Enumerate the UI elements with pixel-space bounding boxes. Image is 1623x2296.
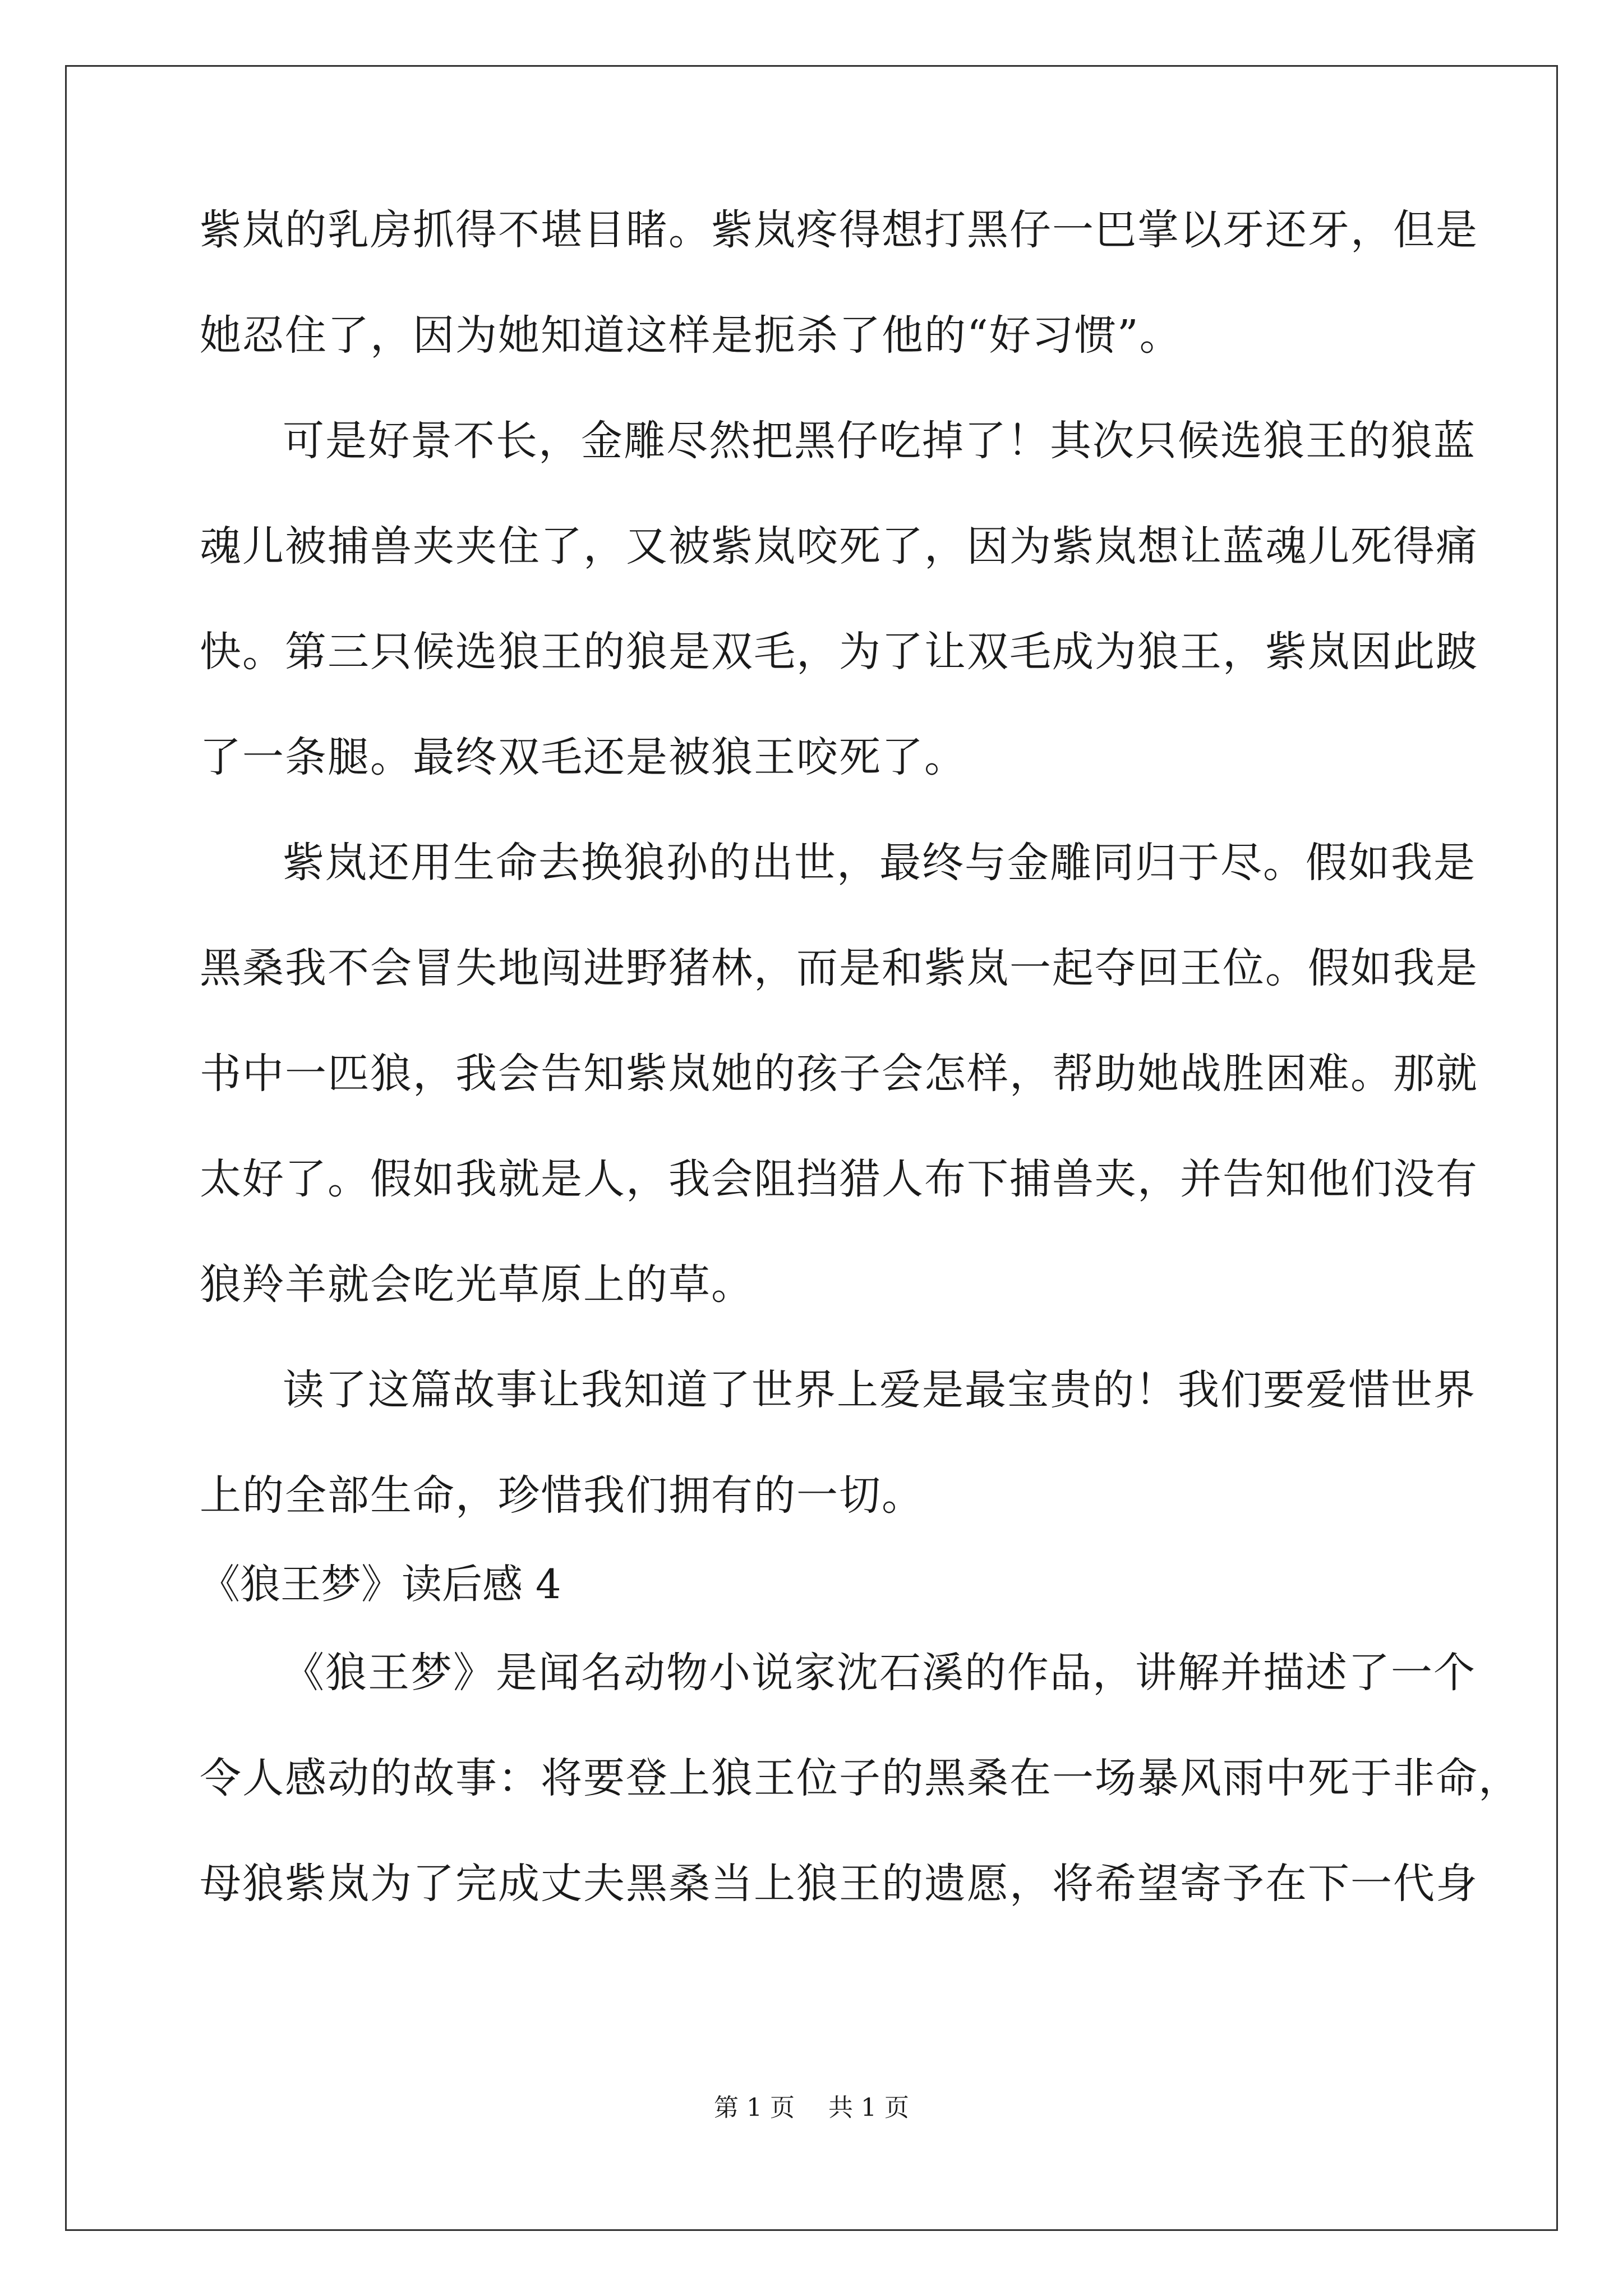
text-line: 令人感动的故事：将要登上狼王位子的黑桑在一场暴风雨中死于非命，: [200, 1754, 1521, 1802]
section-heading: 《狼王梦》读后感 4: [200, 1561, 561, 1608]
page-total: 共 1 页: [828, 2093, 909, 2122]
text-line: 紫岚的乳房抓得不堪目睹。紫岚疼得想打黑仔一巴掌以牙还牙，但是: [200, 206, 1478, 254]
page-footer: [0, 2092, 1623, 2124]
text-line: 快。第三只候选狼王的狼是双毛，为了让双毛成为狼王，紫岚因此跛: [200, 628, 1478, 676]
text-line: 《狼王梦》是闻名动物小说家沈石溪的作品，讲解并描述了一个: [283, 1649, 1476, 1697]
page-number: 第 1 页: [714, 2093, 795, 2122]
paragraph: [200, 414, 1478, 784]
text-line: 读了这篇故事让我知道了世界上爱是最宝贵的！我们要爱惜世界: [283, 1366, 1476, 1414]
text-line: 书中一匹狼，我会告知紫岚她的孩子会怎样，帮助她战胜困难。那就: [200, 1050, 1478, 1098]
paragraph: [200, 1646, 1521, 1911]
text-line: 黑桑我不会冒失地闯进野猪林，而是和紫岚一起夺回王位。假如我是: [200, 944, 1478, 992]
text-line: 母狼紫岚为了完成丈夫黑桑当上狼王的遗愿，将希望寄予在下一代身: [200, 1860, 1478, 1908]
text-line: 她忍住了，因为她知道这样是扼杀了他的“好习惯”。: [200, 311, 1182, 360]
text-line: 太好了。假如我就是人，我会阻挡猎人布下捕兽夹，并告知他们没有: [200, 1155, 1478, 1203]
text-line: 魂儿被捕兽夹夹住了，又被紫岚咬死了，因为紫岚想让蓝魂儿死得痛: [200, 522, 1478, 570]
text-line: 可是好景不长，金雕尽然把黑仔吃掉了！其次只候选狼王的狼蓝: [283, 417, 1476, 465]
text-line: 上的全部生命，珍惜我们拥有的一切。: [200, 1471, 924, 1520]
paragraph: [200, 1363, 1476, 1522]
text-line: 了一条腿。最终双毛还是被狼王咬死了。: [200, 733, 967, 781]
paragraph: [200, 203, 1478, 362]
text-line: 紫岚还用生命去换狼孙的出世，最终与金雕同归于尽。假如我是: [283, 839, 1476, 887]
paragraph: [200, 836, 1478, 1312]
text-line: 狼羚羊就会吃光草原上的草。: [200, 1260, 754, 1309]
document-body: [200, 203, 1521, 1911]
